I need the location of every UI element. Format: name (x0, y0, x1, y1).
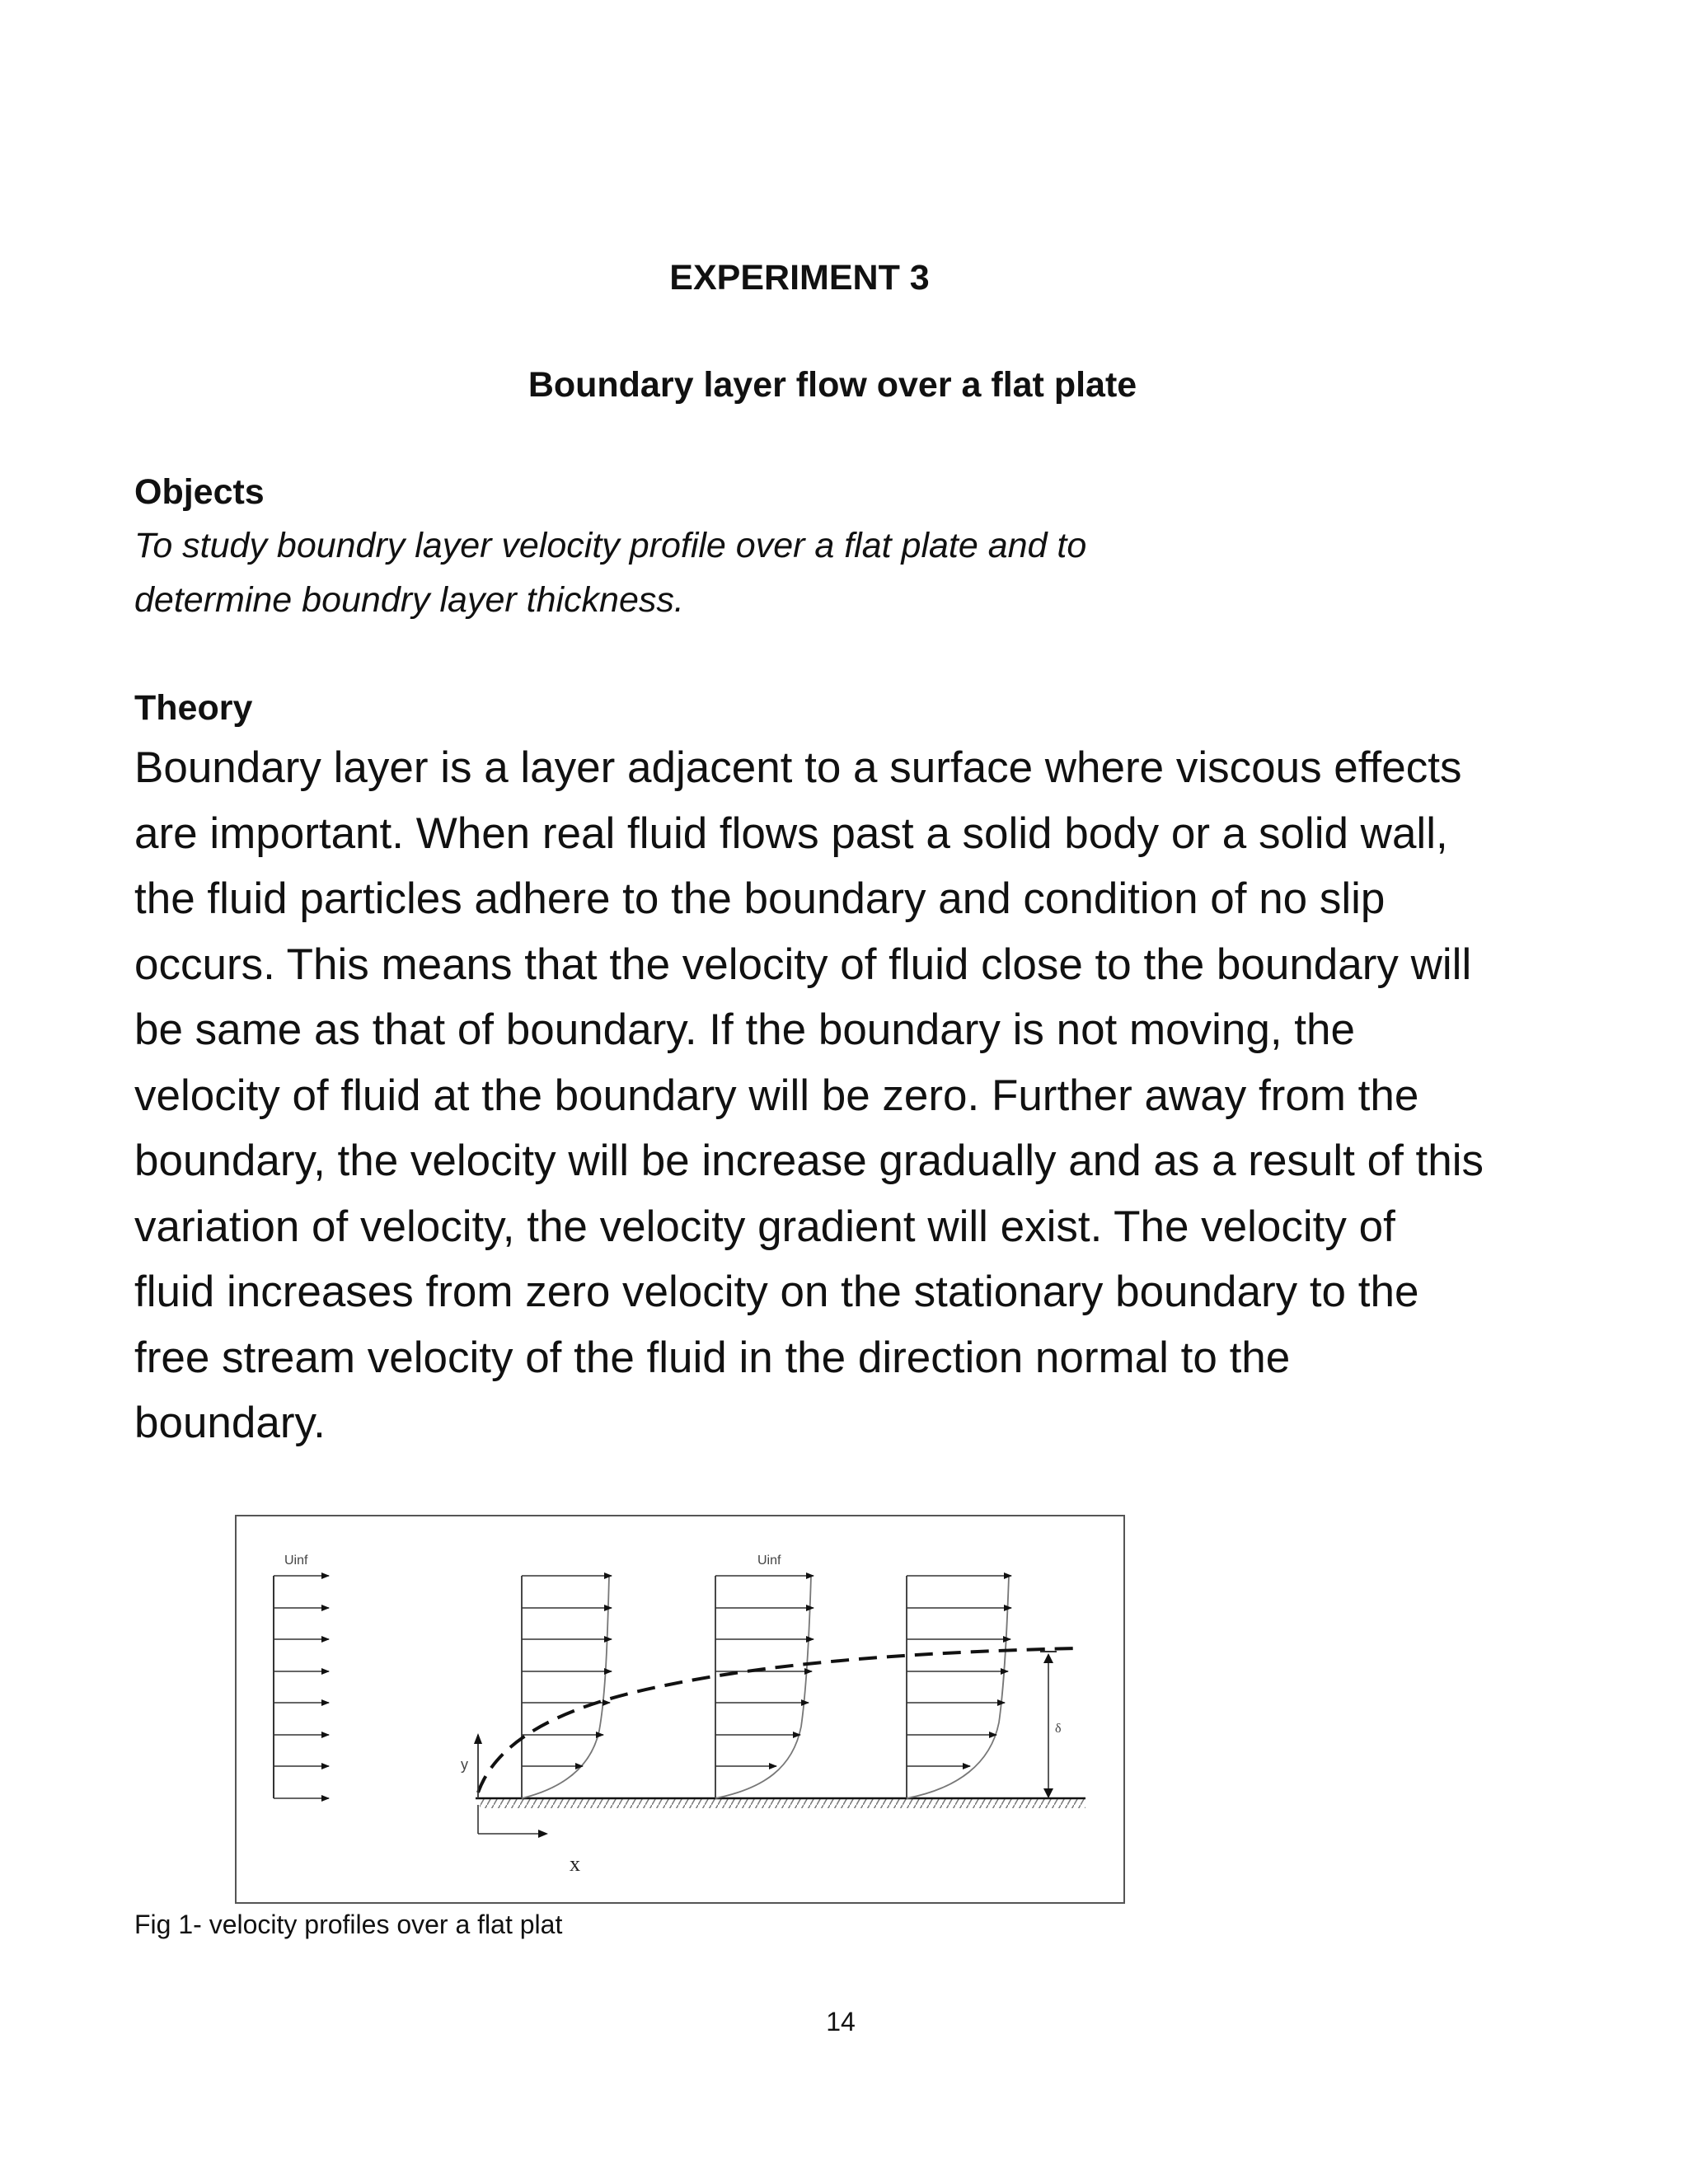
uinf-label-left: Uinf (284, 1554, 308, 1568)
flat-plate (476, 1798, 1085, 1808)
theory-line: the fluid particles adhere to the boundary and condition of no slip (134, 874, 1386, 923)
velocity-profile-figure (235, 1515, 1125, 1904)
objects-text (134, 518, 1288, 627)
theory-line: fluid increases from zero velocity on the stationary boundary to the (134, 1268, 1419, 1316)
theory-line: boundary. (134, 1399, 326, 1447)
theory-line: boundary, the velocity will be increase gradually and as a result of this (134, 1137, 1484, 1185)
theory-line: are important. When real fluid flows past a solid body or a solid wall, (134, 808, 1448, 858)
section-title: Boundary layer flow over a flat plate (528, 365, 1137, 405)
figure-caption: Fig 1- velocity profiles over a flat plat (134, 1910, 563, 1939)
delta-label: δ (1055, 1722, 1062, 1736)
theory-paragraph (134, 735, 1560, 1456)
boundary-layer-thickness-marker (1040, 1652, 1062, 1798)
velocity-profile-1 (522, 1576, 612, 1798)
theory-line: variation of velocity, the velocity gradient will exist. The velocity of (134, 1202, 1395, 1251)
velocity-profile-2 (715, 1554, 814, 1798)
theory-line: occurs. This means that the velocity of fluid close to the boundary will (134, 940, 1472, 989)
theory-line: Boundary layer is a layer adjacent to a surface where viscous effects (134, 743, 1462, 792)
objects-line: determine boundry layer thickness. (134, 580, 684, 620)
uniform-inflow-profile (274, 1554, 329, 1798)
theory-line: be same as that of boundary. If the boundary is not moving, the (134, 1005, 1355, 1054)
theory-line: free stream velocity of the fluid in the direction normal to the (134, 1333, 1291, 1382)
x-axis-label: x (570, 1852, 580, 1876)
objects-heading: Objects (134, 472, 265, 512)
y-axis-label: y (461, 1756, 468, 1773)
theory-heading: Theory (134, 688, 253, 728)
page-number: 14 (826, 2007, 856, 2036)
velocity-profile-diagram (237, 1516, 1127, 1905)
velocity-profile-3 (907, 1576, 1011, 1798)
objects-line: To study boundry layer velocity profile over a flat plate and to (134, 526, 1087, 565)
theory-line: velocity of fluid at the boundary will be zero. Further away from the (134, 1071, 1419, 1120)
uinf-label-mid: Uinf (757, 1554, 781, 1568)
experiment-title: EXPERIMENT 3 (669, 258, 930, 298)
